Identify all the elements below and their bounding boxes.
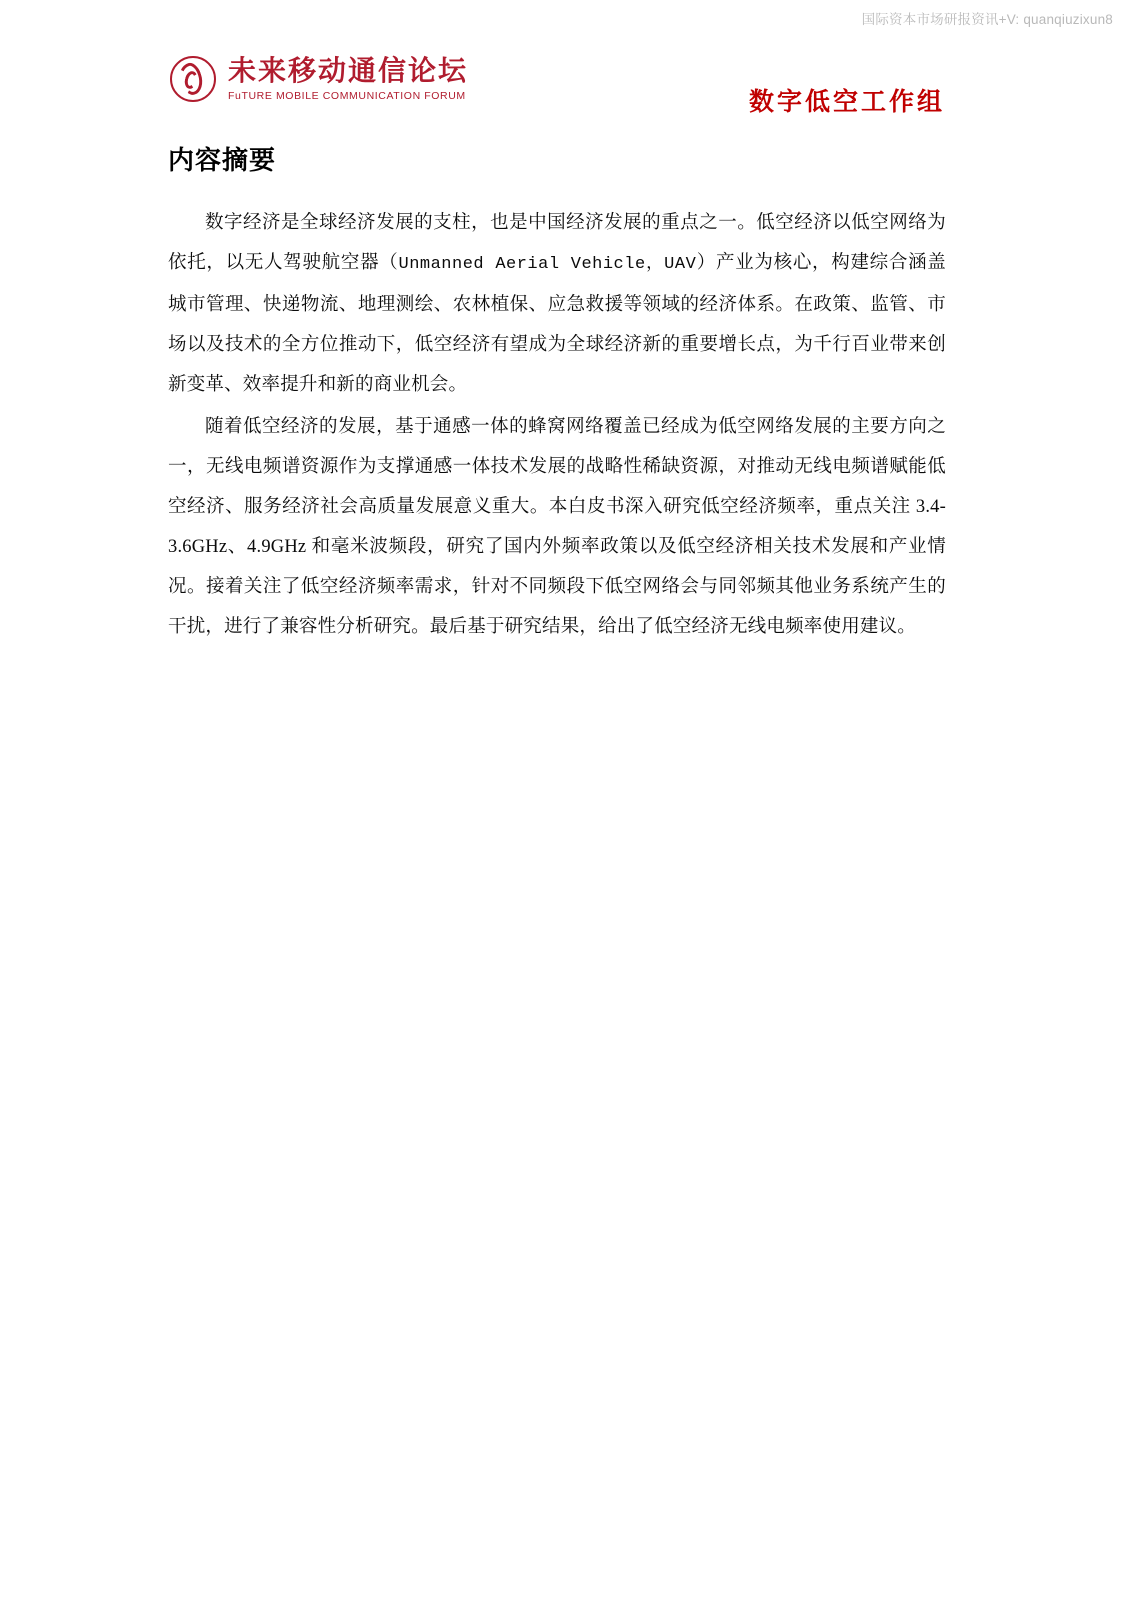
logo-title-en: FuTURE MOBILE COMMUNICATION FORUM — [228, 90, 466, 103]
inline-frequency-value: 3.4-3.6GHz — [168, 497, 946, 557]
paragraph-text: ）产业为核心，构建综合涵盖 城市管理、快递物流、地理测绘、农林植保、应急救援等领域的经济体系。在政策、监管、市场以及技术的全方位推动下，低空经济有望成为全球经济新的重要增长点，为千行百业带来创新变革、效率提升和新的商业机会。 — [168, 253, 946, 395]
paragraph-text: 、 — [227, 537, 248, 557]
paragraph-text: 数字经济是全球经济发展的支柱，也是中国经济发展的重点之一。低空经济以低空网络为依托，以无人驾驶航空器（ — [168, 213, 946, 273]
paragraph-text: 和毫米波频段，研究了国内外频率政策以及低空经济相关技术发展和产业情况。接着关注了低空经济频率需求，针对不同频段下低空网络会与同邻频其他业务系统产生的干扰，进行了兼容性分析研究。最后基于研究结果，给出了低空经济无线电频率使用建议。 — [168, 537, 946, 637]
inline-frequency-value: 4.9GHz — [247, 537, 307, 557]
abstract-paragraphs — [168, 203, 946, 647]
abstract-paragraph — [168, 407, 946, 647]
page-header — [0, 40, 1131, 118]
working-group-title: 数字低空工作组 — [748, 89, 945, 116]
forum-logo — [168, 54, 468, 106]
forum-logo-icon — [168, 54, 220, 106]
inline-latin-term: Unmanned Aerial Vehicle，UAV — [398, 255, 697, 274]
abstract-paragraph — [168, 203, 946, 405]
watermark-text: 国际资本市场研报资讯+V: quanqiuzixun8 — [861, 12, 1113, 27]
paragraph-text: 随着低空经济的发展，基于通感一体的蜂窝网络覆盖已经成为低空网络发展的主要方向之一，无线电频谱资源作为支撑通感一体技术发展的战略性稀缺资源，对推动无线电频谱赋能低空经济、服务经济社会高质量发展意义重大。本白皮书深入研究低空经济频率，重点关注 — [168, 417, 946, 517]
section-title: 内容摘要 — [168, 145, 277, 175]
logo-title-cn: 未来移动通信论坛 — [228, 56, 469, 88]
document-content — [168, 140, 946, 649]
